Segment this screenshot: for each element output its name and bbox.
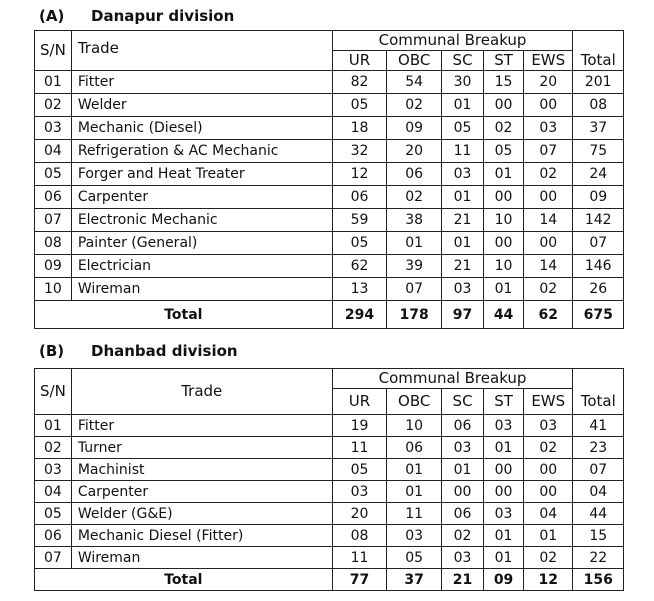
- totals-row: [35, 569, 624, 591]
- table-row: [35, 71, 624, 94]
- cell-sc: 05: [442, 117, 484, 140]
- cell-ur: 32: [332, 140, 387, 163]
- table-row: [35, 186, 624, 209]
- header-total: Total: [573, 389, 624, 415]
- cell-ews: 20: [524, 71, 573, 94]
- cell-trade: Electrician: [71, 255, 332, 278]
- totals-label: Total: [35, 301, 333, 329]
- cell-ur: 20: [332, 503, 387, 525]
- cell-total: 75: [573, 140, 624, 163]
- cell-sc: 01: [442, 94, 484, 117]
- header-total-spacer: [573, 369, 624, 389]
- cell-ews: 00: [524, 459, 573, 481]
- header-total-spacer: [573, 31, 624, 51]
- header-st: ST: [484, 51, 524, 71]
- cell-st: 10: [484, 209, 524, 232]
- cell-trade: Fitter: [71, 71, 332, 94]
- cell-trade: Forger and Heat Treater: [71, 163, 332, 186]
- header-sc: SC: [442, 389, 484, 415]
- cell-sn: 02: [35, 94, 72, 117]
- cell-ews: 02: [524, 163, 573, 186]
- cell-sc: 30: [442, 71, 484, 94]
- cell-ews: 02: [524, 278, 573, 301]
- total-ews: 12: [524, 569, 573, 591]
- cell-sn: 01: [35, 415, 72, 437]
- cell-trade: Welder (G&E): [71, 503, 332, 525]
- cell-ur: 62: [332, 255, 387, 278]
- total-st: 44: [484, 301, 524, 329]
- cell-total: 41: [573, 415, 624, 437]
- dhanbad-table: [34, 368, 624, 591]
- cell-ur: 13: [332, 278, 387, 301]
- cell-obc: 01: [387, 459, 442, 481]
- cell-obc: 54: [387, 71, 442, 94]
- cell-st: 03: [484, 415, 524, 437]
- header-obc: OBC: [387, 51, 442, 71]
- cell-sn: 08: [35, 232, 72, 255]
- section-a-name: Danapur division: [91, 7, 235, 25]
- cell-total: 09: [573, 186, 624, 209]
- section-a-marker: (A): [39, 7, 65, 25]
- danapur-table: [34, 30, 624, 329]
- cell-total: 24: [573, 163, 624, 186]
- total-ur: 294: [332, 301, 387, 329]
- cell-sn: 07: [35, 209, 72, 232]
- total-sc: 97: [442, 301, 484, 329]
- cell-sc: 06: [442, 503, 484, 525]
- cell-total: 26: [573, 278, 624, 301]
- cell-ur: 03: [332, 481, 387, 503]
- cell-ews: 00: [524, 232, 573, 255]
- section-b-title: [39, 342, 238, 360]
- cell-total: 23: [573, 437, 624, 459]
- cell-ews: 01: [524, 525, 573, 547]
- cell-st: 01: [484, 525, 524, 547]
- cell-total: 07: [573, 232, 624, 255]
- cell-st: 00: [484, 459, 524, 481]
- cell-obc: 07: [387, 278, 442, 301]
- header-sn: S/N: [35, 369, 72, 415]
- cell-ur: 82: [332, 71, 387, 94]
- cell-total: 22: [573, 547, 624, 569]
- total-ews: 62: [524, 301, 573, 329]
- total-sc: 21: [442, 569, 484, 591]
- table-row: [35, 232, 624, 255]
- header-communal-breakup: Communal Breakup: [332, 369, 573, 389]
- cell-ur: 06: [332, 186, 387, 209]
- table-row: [35, 255, 624, 278]
- cell-trade: Mechanic Diesel (Fitter): [71, 525, 332, 547]
- cell-trade: Electronic Mechanic: [71, 209, 332, 232]
- cell-ews: 00: [524, 186, 573, 209]
- cell-ur: 19: [332, 415, 387, 437]
- cell-obc: 38: [387, 209, 442, 232]
- header-ur: UR: [332, 51, 387, 71]
- cell-trade: Carpenter: [71, 186, 332, 209]
- cell-st: 10: [484, 255, 524, 278]
- header-communal-breakup: Communal Breakup: [332, 31, 573, 51]
- header-obc: OBC: [387, 389, 442, 415]
- cell-sn: 01: [35, 71, 72, 94]
- cell-sc: 01: [442, 186, 484, 209]
- cell-total: 37: [573, 117, 624, 140]
- cell-sn: 06: [35, 186, 72, 209]
- header-st: ST: [484, 389, 524, 415]
- header-ur: UR: [332, 389, 387, 415]
- cell-sc: 06: [442, 415, 484, 437]
- cell-st: 01: [484, 437, 524, 459]
- cell-st: 01: [484, 278, 524, 301]
- table-row: [35, 503, 624, 525]
- header-ews: EWS: [524, 389, 573, 415]
- header-total: Total: [573, 51, 624, 71]
- cell-total: 146: [573, 255, 624, 278]
- header-ews: EWS: [524, 51, 573, 71]
- cell-sc: 02: [442, 525, 484, 547]
- total-obc: 178: [387, 301, 442, 329]
- table-row: [35, 209, 624, 232]
- cell-ews: 02: [524, 547, 573, 569]
- table-row: [35, 525, 624, 547]
- total-total: 156: [573, 569, 624, 591]
- cell-ur: 08: [332, 525, 387, 547]
- cell-obc: 03: [387, 525, 442, 547]
- total-obc: 37: [387, 569, 442, 591]
- cell-total: 15: [573, 525, 624, 547]
- table-row: [35, 547, 624, 569]
- totals-label: Total: [35, 569, 333, 591]
- cell-ur: 05: [332, 459, 387, 481]
- cell-ews: 04: [524, 503, 573, 525]
- cell-st: 01: [484, 547, 524, 569]
- cell-st: 00: [484, 232, 524, 255]
- table-row: [35, 415, 624, 437]
- table-row: [35, 140, 624, 163]
- cell-sc: 03: [442, 437, 484, 459]
- table-row: [35, 437, 624, 459]
- cell-total: 44: [573, 503, 624, 525]
- cell-sc: 21: [442, 209, 484, 232]
- cell-sn: 04: [35, 140, 72, 163]
- cell-obc: 10: [387, 415, 442, 437]
- cell-obc: 01: [387, 481, 442, 503]
- cell-obc: 11: [387, 503, 442, 525]
- total-st: 09: [484, 569, 524, 591]
- cell-trade: Refrigeration & AC Mechanic: [71, 140, 332, 163]
- table-row: [35, 163, 624, 186]
- cell-ur: 11: [332, 437, 387, 459]
- cell-trade: Painter (General): [71, 232, 332, 255]
- cell-trade: Wireman: [71, 278, 332, 301]
- cell-sn: 05: [35, 503, 72, 525]
- cell-total: 08: [573, 94, 624, 117]
- cell-st: 00: [484, 186, 524, 209]
- section-a-title: [39, 7, 234, 25]
- cell-ews: 14: [524, 255, 573, 278]
- cell-trade: Fitter: [71, 415, 332, 437]
- cell-ews: 03: [524, 415, 573, 437]
- cell-ur: 05: [332, 94, 387, 117]
- cell-trade: Wireman: [71, 547, 332, 569]
- cell-sn: 10: [35, 278, 72, 301]
- cell-trade: Welder: [71, 94, 332, 117]
- section-b-marker: (B): [39, 342, 65, 360]
- cell-sc: 00: [442, 481, 484, 503]
- cell-ur: 12: [332, 163, 387, 186]
- cell-sc: 03: [442, 163, 484, 186]
- cell-ur: 59: [332, 209, 387, 232]
- cell-ews: 00: [524, 481, 573, 503]
- table-row: [35, 94, 624, 117]
- cell-sn: 03: [35, 117, 72, 140]
- cell-ews: 07: [524, 140, 573, 163]
- cell-trade: Mechanic (Diesel): [71, 117, 332, 140]
- cell-obc: 39: [387, 255, 442, 278]
- cell-obc: 06: [387, 163, 442, 186]
- cell-ews: 03: [524, 117, 573, 140]
- cell-ur: 11: [332, 547, 387, 569]
- cell-obc: 02: [387, 94, 442, 117]
- table-row: [35, 459, 624, 481]
- cell-sn: 09: [35, 255, 72, 278]
- cell-total: 201: [573, 71, 624, 94]
- cell-sc: 03: [442, 278, 484, 301]
- cell-sn: 05: [35, 163, 72, 186]
- cell-obc: 06: [387, 437, 442, 459]
- cell-sc: 01: [442, 232, 484, 255]
- header-trade: Trade: [71, 31, 332, 71]
- cell-st: 15: [484, 71, 524, 94]
- cell-sc: 01: [442, 459, 484, 481]
- cell-obc: 09: [387, 117, 442, 140]
- cell-total: 04: [573, 481, 624, 503]
- cell-obc: 02: [387, 186, 442, 209]
- cell-st: 01: [484, 163, 524, 186]
- cell-st: 05: [484, 140, 524, 163]
- table-row: [35, 278, 624, 301]
- header-sn: S/N: [35, 31, 72, 71]
- cell-sn: 04: [35, 481, 72, 503]
- cell-sc: 03: [442, 547, 484, 569]
- cell-ews: 02: [524, 437, 573, 459]
- header-sc: SC: [442, 51, 484, 71]
- cell-st: 00: [484, 94, 524, 117]
- cell-ews: 14: [524, 209, 573, 232]
- total-total: 675: [573, 301, 624, 329]
- cell-st: 00: [484, 481, 524, 503]
- cell-sc: 11: [442, 140, 484, 163]
- cell-obc: 05: [387, 547, 442, 569]
- table-row: [35, 117, 624, 140]
- cell-sn: 02: [35, 437, 72, 459]
- cell-total: 07: [573, 459, 624, 481]
- cell-trade: Machinist: [71, 459, 332, 481]
- cell-st: 03: [484, 503, 524, 525]
- cell-trade: Turner: [71, 437, 332, 459]
- header-trade: Trade: [71, 369, 332, 415]
- cell-ur: 05: [332, 232, 387, 255]
- cell-obc: 20: [387, 140, 442, 163]
- cell-sc: 21: [442, 255, 484, 278]
- cell-st: 02: [484, 117, 524, 140]
- cell-total: 142: [573, 209, 624, 232]
- total-ur: 77: [332, 569, 387, 591]
- cell-trade: Carpenter: [71, 481, 332, 503]
- cell-obc: 01: [387, 232, 442, 255]
- cell-sn: 03: [35, 459, 72, 481]
- table-row: [35, 481, 624, 503]
- cell-sn: 06: [35, 525, 72, 547]
- cell-ur: 18: [332, 117, 387, 140]
- section-b-name: Dhanbad division: [91, 342, 238, 360]
- cell-ews: 00: [524, 94, 573, 117]
- totals-row: [35, 301, 624, 329]
- cell-sn: 07: [35, 547, 72, 569]
